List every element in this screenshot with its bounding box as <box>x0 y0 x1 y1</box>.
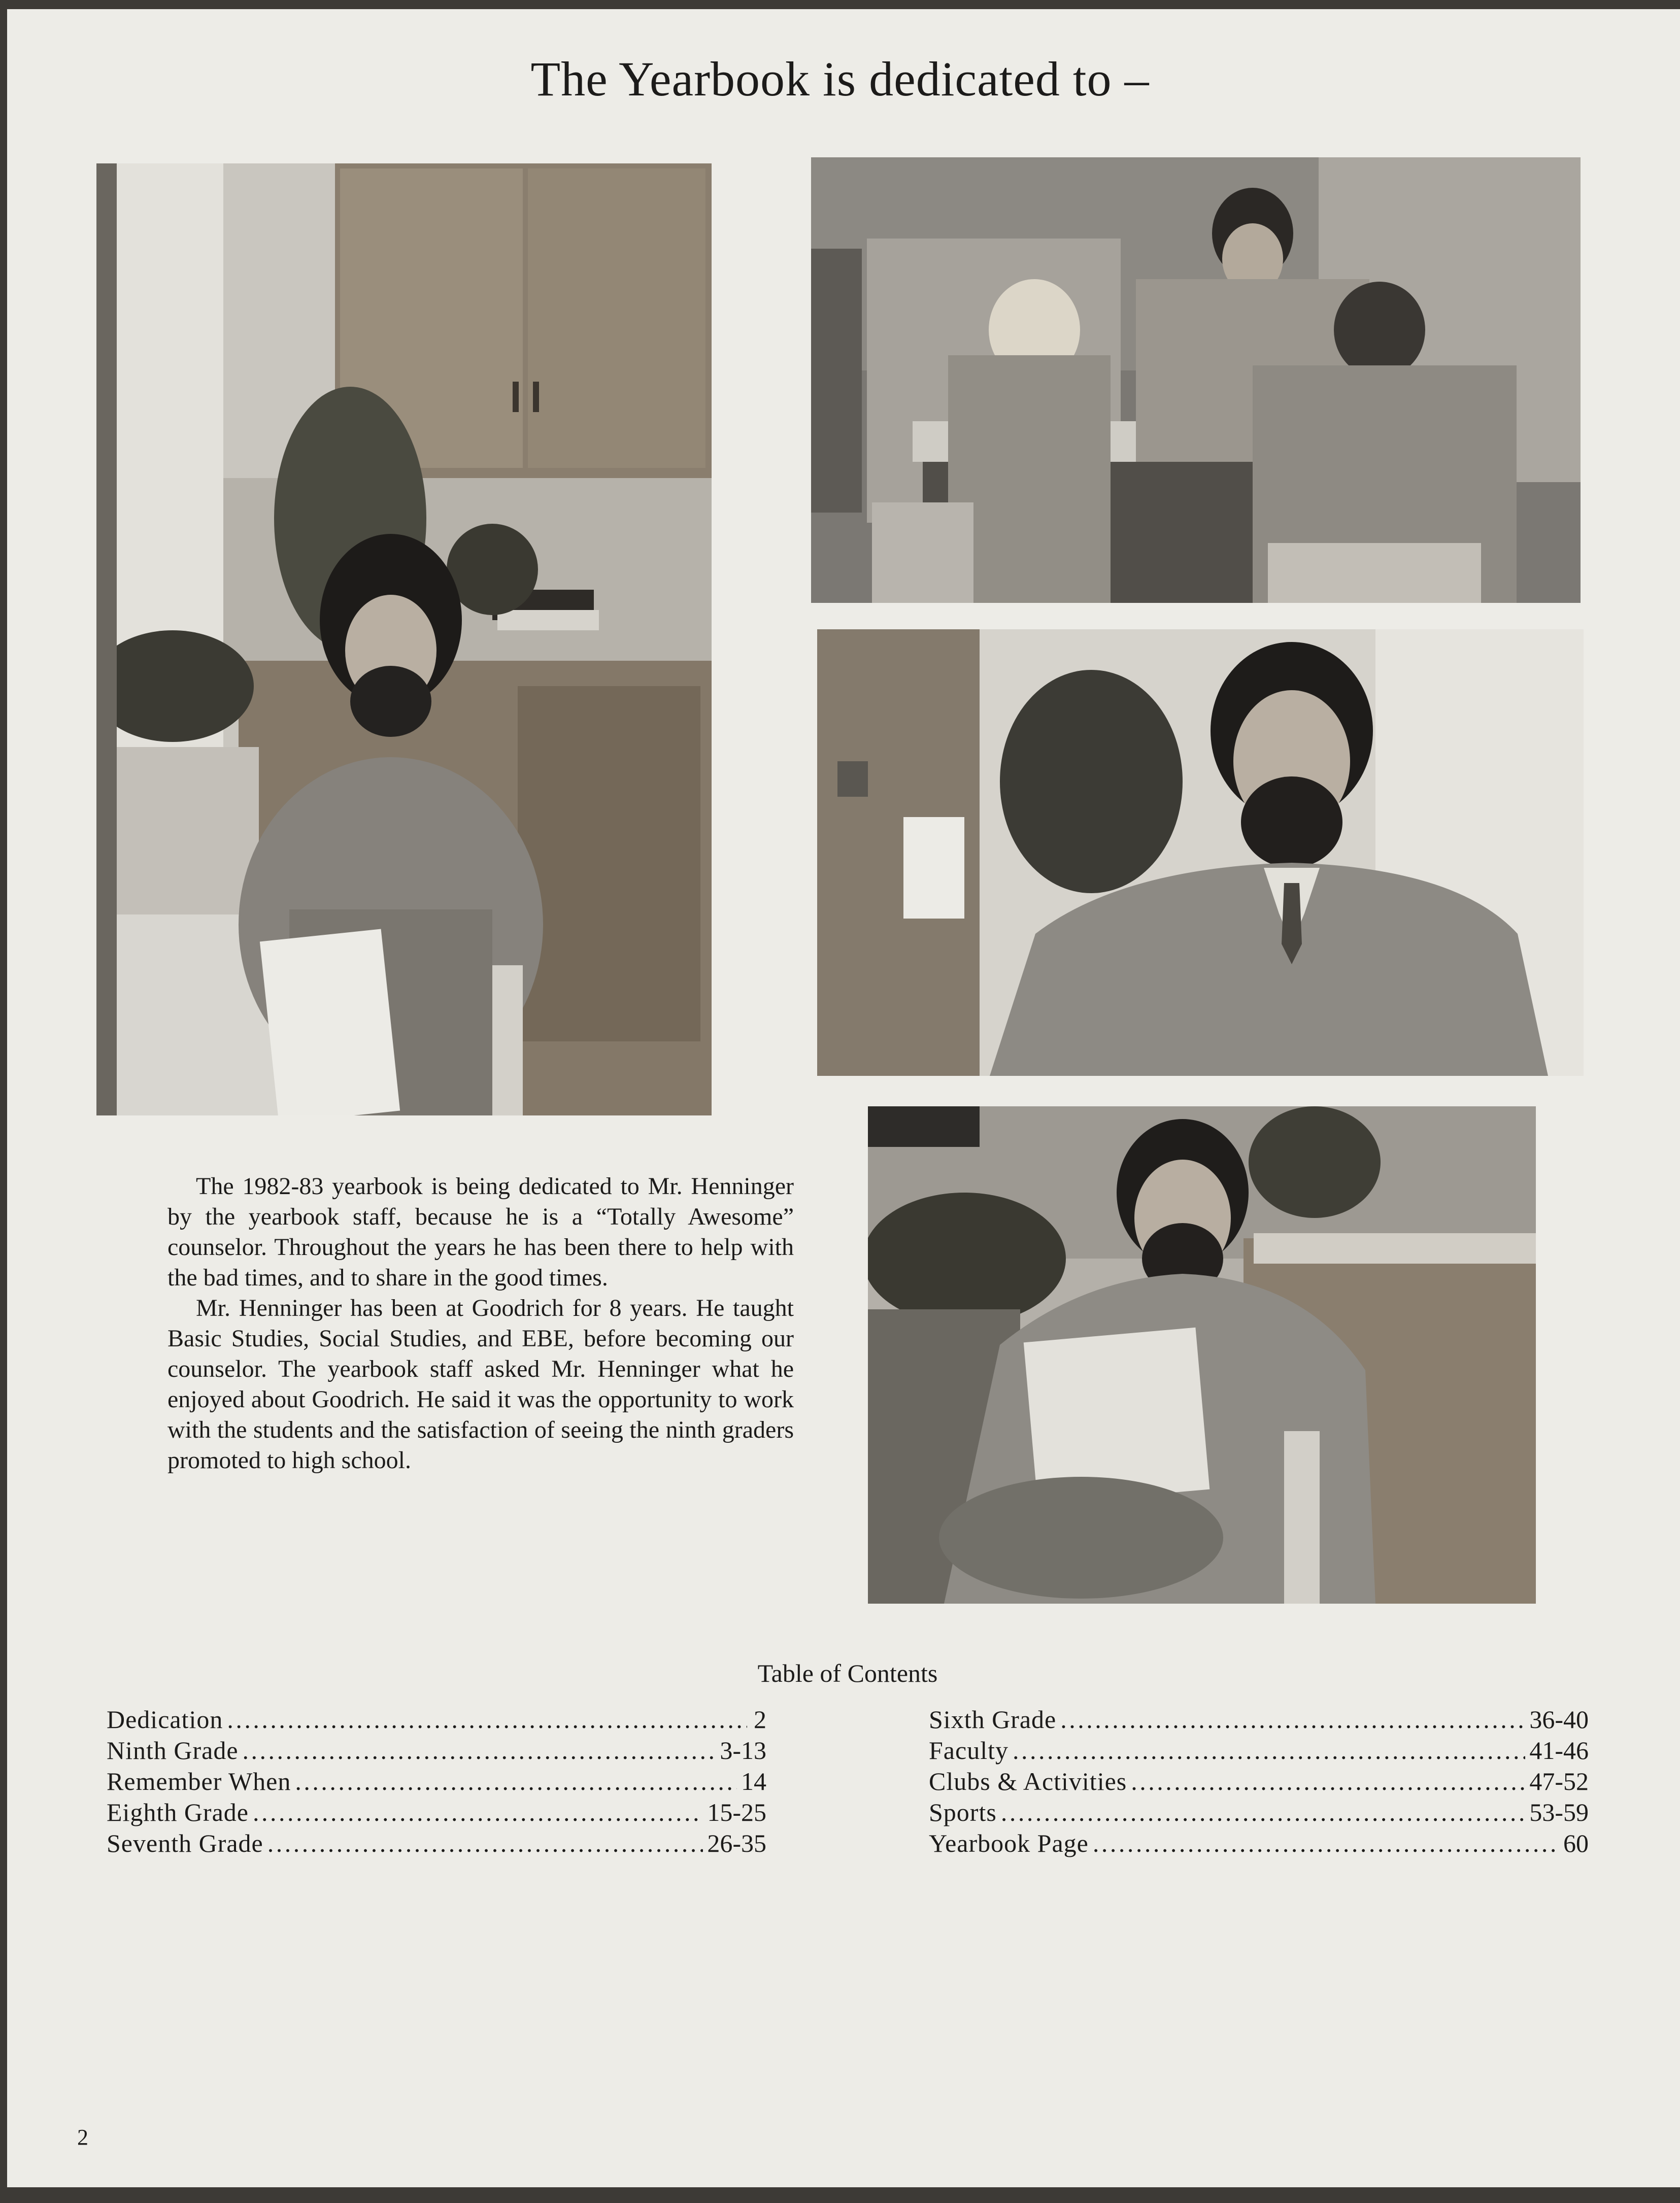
toc-entry[interactable] <box>929 1828 1589 1859</box>
toc-left-column <box>107 1704 766 1859</box>
toc-entry[interactable] <box>107 1704 766 1735</box>
toc-entry[interactable] <box>107 1828 766 1859</box>
page-title: The Yearbook is dedicated to – <box>530 52 1150 106</box>
toc-entry-label: Seventh Grade <box>107 1829 263 1857</box>
toc-leader-dots <box>1001 1797 1526 1828</box>
toc-entry-label: Sports <box>929 1798 997 1826</box>
toc-leader-dots <box>295 1766 737 1797</box>
toc-leader-dots <box>267 1828 703 1859</box>
scan-edge-bottom <box>0 2187 1680 2203</box>
toc-entry-page: 41-46 <box>1529 1736 1589 1765</box>
photo-3-image <box>817 629 1584 1076</box>
toc-entry-label: Clubs & Activities <box>929 1767 1127 1795</box>
toc-leader-dots <box>243 1735 716 1766</box>
toc-entry-label: Sixth Grade <box>929 1705 1057 1734</box>
article-paragraph-1: The 1982-83 yearbook is being dedicated to Mr. Henninger by the yearbook staff, because he is a “Totally Awesome” counselor. Throughout the years he has been there to help with the bad times, and to share in the good times. <box>167 1173 794 1291</box>
toc-entry[interactable] <box>107 1735 766 1766</box>
toc-entry-label: Remember When <box>107 1767 291 1795</box>
toc-entry[interactable] <box>107 1797 766 1828</box>
toc-leader-dots <box>1131 1766 1525 1797</box>
dedication-article <box>167 1171 794 1476</box>
toc-leader-dots <box>227 1704 747 1735</box>
toc-entry-page: 53-59 <box>1529 1798 1589 1826</box>
photo-counselor-portrait-doorway <box>817 629 1584 1076</box>
toc-entry[interactable] <box>107 1766 766 1797</box>
article-paragraph-2: Mr. Henninger has been at Goodrich for 8 years. He taught Basic Studies, Social Studies, and EBE, before becoming our counselor. The yearbook staff asked Mr. Henninger what he enjoyed about Goodrich. He said it was the opportunity to work with the students and the satisfaction of seeing the ninth graders promoted to high school. <box>167 1295 794 1474</box>
photo-2-image <box>811 157 1581 603</box>
photo-counselor-seated-at-desk <box>96 163 712 1115</box>
photo-4-image <box>868 1106 1536 1604</box>
photo-counselor-seated-with-papers <box>868 1106 1536 1604</box>
toc-leader-dots <box>1093 1828 1559 1859</box>
toc-entry-page: 60 <box>1563 1829 1589 1857</box>
page-number: 2 <box>77 2125 88 2150</box>
toc-entry-label: Dedication <box>107 1705 223 1734</box>
toc-entry[interactable] <box>929 1766 1589 1797</box>
toc-entry-page: 14 <box>741 1767 766 1795</box>
toc-entry-label: Faculty <box>929 1736 1009 1765</box>
toc-leader-dots <box>1013 1735 1525 1766</box>
photo-1-image <box>96 163 712 1115</box>
toc-title: Table of Contents <box>757 1659 938 1687</box>
toc-entry[interactable] <box>929 1704 1589 1735</box>
toc-entry[interactable] <box>929 1797 1589 1828</box>
scan-edge-top <box>0 0 1680 9</box>
toc-entry-label: Yearbook Page <box>929 1829 1089 1857</box>
toc-entry-page: 15-25 <box>707 1798 766 1826</box>
toc-entry-page: 2 <box>754 1705 766 1734</box>
toc-entry-page: 3-13 <box>720 1736 766 1765</box>
toc-entry-label: Ninth Grade <box>107 1736 239 1765</box>
toc-entry-page: 26-35 <box>707 1829 766 1857</box>
toc-leader-dots <box>253 1797 703 1828</box>
scan-edge-left <box>0 0 7 2203</box>
toc-entry-page: 47-52 <box>1529 1767 1589 1795</box>
toc-leader-dots <box>1060 1704 1525 1735</box>
toc-entry-page: 36-40 <box>1529 1705 1589 1734</box>
photo-counselor-with-students <box>811 157 1581 603</box>
toc-entry[interactable] <box>929 1735 1589 1766</box>
toc-entry-label: Eighth Grade <box>107 1798 249 1826</box>
toc-right-column <box>929 1704 1589 1859</box>
